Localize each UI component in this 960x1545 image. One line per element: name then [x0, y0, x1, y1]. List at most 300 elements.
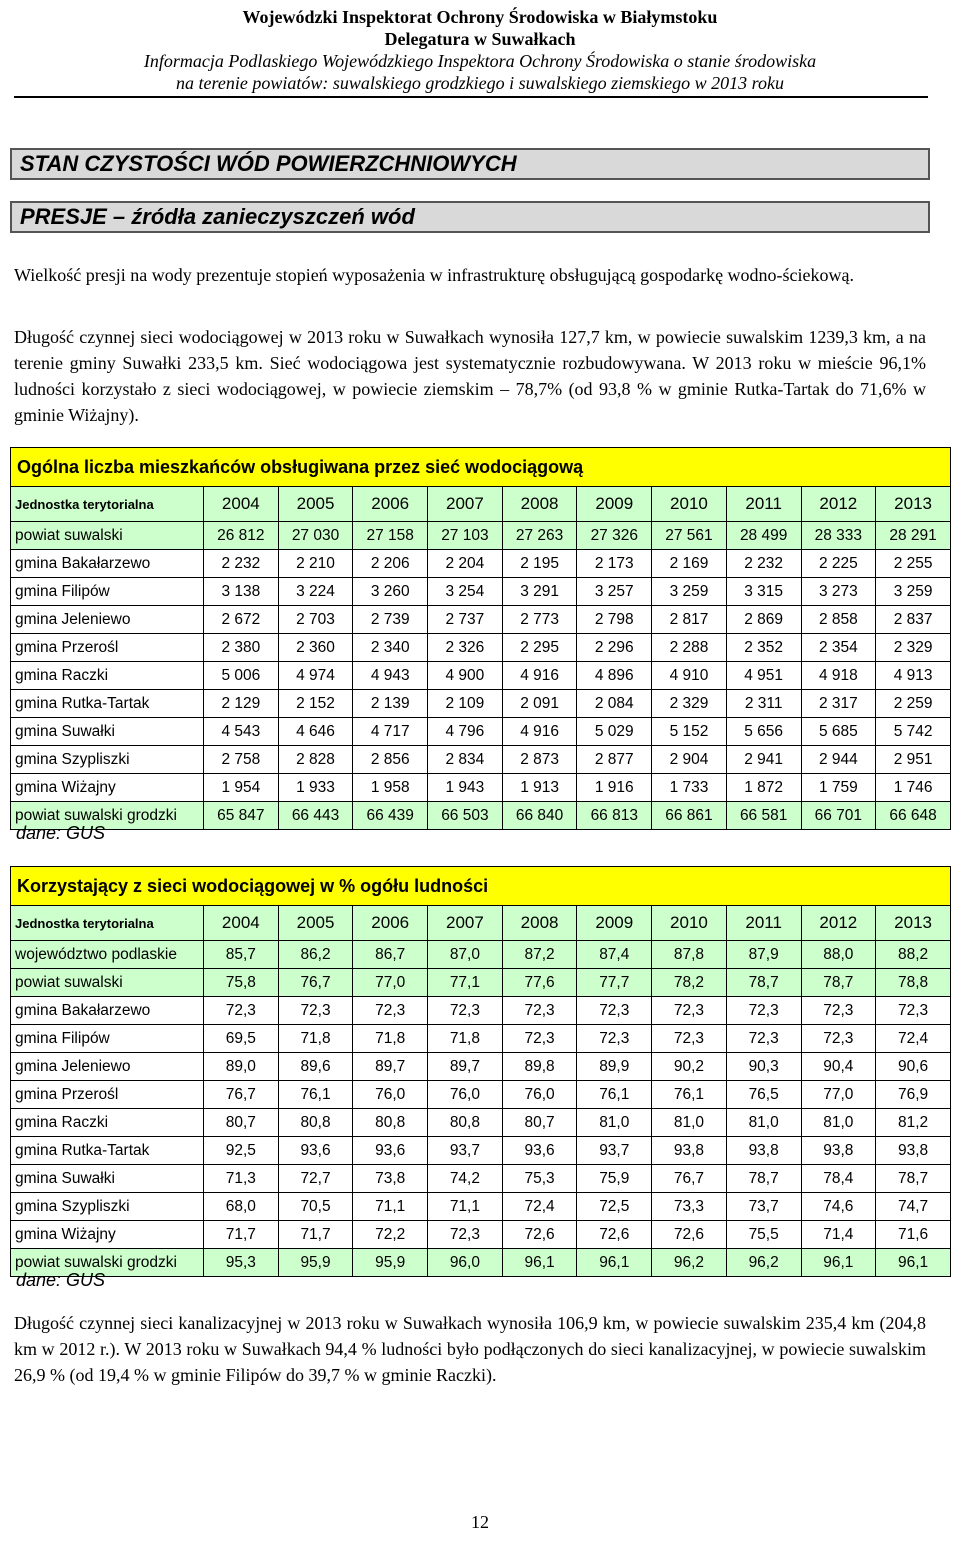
header-divider — [14, 96, 928, 98]
table2-year: 2011 — [726, 906, 801, 941]
table-cell: 71,6 — [876, 1221, 951, 1249]
table-cell: 66 439 — [353, 802, 428, 830]
table-cell: 72,6 — [502, 1221, 577, 1249]
table-cell: 73,3 — [652, 1193, 727, 1221]
table-cell: 27 103 — [428, 522, 503, 550]
table-cell: 66 503 — [428, 802, 503, 830]
row-label: gmina Jeleniewo — [11, 606, 204, 634]
row-label: gmina Wiżajny — [11, 774, 204, 802]
table-cell: 3 254 — [428, 578, 503, 606]
row-label: gmina Bakałarzewo — [11, 550, 204, 578]
table-cell: 2 152 — [278, 690, 353, 718]
intro-text: Wielkość presji na wody prezentuje stopień wyposażenia w infrastrukturę obsługującą gospodarkę wodno-ściekową. — [14, 265, 855, 285]
table-cell: 76,7 — [204, 1081, 279, 1109]
table-population-served — [10, 447, 951, 830]
row-label: powiat suwalski — [11, 522, 204, 550]
table-cell: 76,0 — [428, 1081, 503, 1109]
table-cell: 76,7 — [278, 969, 353, 997]
table-cell: 80,8 — [353, 1109, 428, 1137]
table-cell: 78,8 — [876, 969, 951, 997]
table-cell: 3 315 — [726, 578, 801, 606]
table-cell: 93,8 — [726, 1137, 801, 1165]
table2-year: 2009 — [577, 906, 652, 941]
table-cell: 93,6 — [278, 1137, 353, 1165]
table-cell: 75,8 — [204, 969, 279, 997]
row-label: gmina Szypliszki — [11, 1193, 204, 1221]
table-cell: 1 913 — [502, 774, 577, 802]
sewer-paragraph — [14, 1310, 926, 1388]
table-row — [11, 578, 951, 606]
table-cell: 76,1 — [652, 1081, 727, 1109]
row-label: gmina Przerośl — [11, 634, 204, 662]
table-row — [11, 802, 951, 830]
row-label: gmina Filipów — [11, 1025, 204, 1053]
table-cell: 71,7 — [204, 1221, 279, 1249]
table-cell: 4 916 — [502, 718, 577, 746]
table-cell: 5 006 — [204, 662, 279, 690]
table-cell: 3 259 — [652, 578, 727, 606]
table-cell: 76,9 — [876, 1081, 951, 1109]
table-row — [11, 1081, 951, 1109]
table-cell: 66 648 — [876, 802, 951, 830]
row-label: gmina Raczki — [11, 662, 204, 690]
table-cell: 4 974 — [278, 662, 353, 690]
table-cell: 72,3 — [502, 1025, 577, 1053]
table-cell: 3 291 — [502, 578, 577, 606]
table-row — [11, 1165, 951, 1193]
table-cell: 87,8 — [652, 941, 727, 969]
table-cell: 2 773 — [502, 606, 577, 634]
row-label: województwo podlaskie — [11, 941, 204, 969]
water-network-paragraph — [14, 324, 926, 428]
table-cell: 90,4 — [801, 1053, 876, 1081]
table1-year: 2007 — [428, 487, 503, 522]
table-cell: 87,2 — [502, 941, 577, 969]
table-cell: 96,1 — [876, 1249, 951, 1277]
table-cell: 72,4 — [876, 1025, 951, 1053]
table-row — [11, 522, 951, 550]
table-cell: 77,0 — [801, 1081, 876, 1109]
table-cell: 76,0 — [353, 1081, 428, 1109]
table-cell: 1 958 — [353, 774, 428, 802]
table-cell: 90,3 — [726, 1053, 801, 1081]
sewer-text: Długość czynnej sieci kanalizacyjnej w 2013 roku w Suwałkach wynosiła 106,9 km, w powiecie suwalskim 235,4 km (204,8 km w 2012 r.). W 2013 roku w Suwałkach 94,4 % ludności było podłączonych do sieci kanalizacyjnej, w powiecie suwalskim 26,9 % (od 19,4 % w gminie Filipów do 39,7 % w gminie Raczki). — [14, 1313, 926, 1385]
table-row — [11, 746, 951, 774]
table-cell: 93,8 — [801, 1137, 876, 1165]
table-cell: 2 169 — [652, 550, 727, 578]
table-cell: 93,6 — [502, 1137, 577, 1165]
table-cell: 1 872 — [726, 774, 801, 802]
table-cell: 1 943 — [428, 774, 503, 802]
table-cell: 2 877 — [577, 746, 652, 774]
table-row — [11, 606, 951, 634]
table-cell: 72,5 — [577, 1193, 652, 1221]
table-row — [11, 662, 951, 690]
table-cell: 4 943 — [353, 662, 428, 690]
table-cell: 78,2 — [652, 969, 727, 997]
table-cell: 72,3 — [204, 997, 279, 1025]
table-cell: 78,7 — [726, 1165, 801, 1193]
table-cell: 76,0 — [502, 1081, 577, 1109]
table1-year: 2013 — [876, 487, 951, 522]
water-network-text: Długość czynnej sieci wodociągowej w 2013 roku w Suwałkach wynosiła 127,7 km, w powiecie suwalskim 1239,3 km, a na terenie gminy Suwałki 233,5 km. Sieć wodociągowa jest systematycznie rozbudowywana. W 2013 roku w mieście 96,1% ludności korzystało z sieci wodociągowej, w powiecie ziemskim – 78,7% (od 93,8 % w gminie Rutka-Tartak do 71,6% w gminie Wiżajny). — [14, 327, 926, 425]
table-cell: 2 856 — [353, 746, 428, 774]
table-cell: 66 861 — [652, 802, 727, 830]
table-cell: 72,3 — [876, 997, 951, 1025]
table1-year: 2004 — [204, 487, 279, 522]
table-cell: 1 933 — [278, 774, 353, 802]
row-label: gmina Filipów — [11, 578, 204, 606]
table-cell: 86,2 — [278, 941, 353, 969]
table-cell: 76,5 — [726, 1081, 801, 1109]
table2-year: 2006 — [353, 906, 428, 941]
table2-year: 2010 — [652, 906, 727, 941]
table-cell: 2 329 — [652, 690, 727, 718]
header-line-3: Informacja Podlaskiego Wojewódzkiego Inspektora Ochrony Środowiska o stanie środowiska — [143, 51, 817, 71]
table-cell: 2 259 — [876, 690, 951, 718]
table-cell: 2 873 — [502, 746, 577, 774]
page-number: 12 — [471, 1512, 489, 1532]
row-label: powiat suwalski — [11, 969, 204, 997]
table-cell: 73,8 — [353, 1165, 428, 1193]
table1-year: 2006 — [353, 487, 428, 522]
table-cell: 2 904 — [652, 746, 727, 774]
table-row — [11, 718, 951, 746]
table-cell: 87,4 — [577, 941, 652, 969]
table-cell: 66 443 — [278, 802, 353, 830]
table-cell: 81,0 — [801, 1109, 876, 1137]
table-cell: 73,7 — [726, 1193, 801, 1221]
table-cell: 2 834 — [428, 746, 503, 774]
table-cell: 71,8 — [278, 1025, 353, 1053]
table-cell: 86,7 — [353, 941, 428, 969]
table-percent-population — [10, 866, 951, 1277]
table-cell: 26 812 — [204, 522, 279, 550]
table-cell: 4 918 — [801, 662, 876, 690]
table-cell: 71,1 — [353, 1193, 428, 1221]
table-cell: 74,6 — [801, 1193, 876, 1221]
table-cell: 4 646 — [278, 718, 353, 746]
table-cell: 72,7 — [278, 1165, 353, 1193]
table-cell: 96,1 — [502, 1249, 577, 1277]
table-cell: 28 499 — [726, 522, 801, 550]
row-label: gmina Raczki — [11, 1109, 204, 1137]
table-cell: 27 326 — [577, 522, 652, 550]
table-cell: 81,0 — [577, 1109, 652, 1137]
table-cell: 87,0 — [428, 941, 503, 969]
table-cell: 2 109 — [428, 690, 503, 718]
table-cell: 66 813 — [577, 802, 652, 830]
table-cell: 2 944 — [801, 746, 876, 774]
table-cell: 2 326 — [428, 634, 503, 662]
table-cell: 2 225 — [801, 550, 876, 578]
table-cell: 2 828 — [278, 746, 353, 774]
table-row — [11, 941, 951, 969]
table-cell: 2 352 — [726, 634, 801, 662]
table-row — [11, 1137, 951, 1165]
table-cell: 3 257 — [577, 578, 652, 606]
table-cell: 96,0 — [428, 1249, 503, 1277]
table-cell: 88,0 — [801, 941, 876, 969]
row-label: powiat suwalski grodzki — [11, 802, 204, 830]
table-cell: 72,3 — [652, 1025, 727, 1053]
table-row — [11, 774, 951, 802]
table-cell: 89,7 — [353, 1053, 428, 1081]
table2-year: 2008 — [502, 906, 577, 941]
row-label: gmina Rutka-Tartak — [11, 1137, 204, 1165]
table-cell: 72,6 — [577, 1221, 652, 1249]
table-cell: 4 916 — [502, 662, 577, 690]
row-label: gmina Suwałki — [11, 1165, 204, 1193]
table-cell: 87,9 — [726, 941, 801, 969]
table-row — [11, 1025, 951, 1053]
table-cell: 75,9 — [577, 1165, 652, 1193]
table-cell: 2 084 — [577, 690, 652, 718]
row-label: gmina Szypliszki — [11, 746, 204, 774]
table-cell: 89,7 — [428, 1053, 503, 1081]
table-cell: 95,9 — [278, 1249, 353, 1277]
table-cell: 74,7 — [876, 1193, 951, 1221]
table-cell: 2 329 — [876, 634, 951, 662]
table-cell: 4 900 — [428, 662, 503, 690]
table-cell: 71,7 — [278, 1221, 353, 1249]
table-cell: 2 129 — [204, 690, 279, 718]
table-cell: 2 091 — [502, 690, 577, 718]
table-cell: 2 232 — [204, 550, 279, 578]
table-cell: 5 152 — [652, 718, 727, 746]
page-header — [0, 0, 960, 94]
table-cell: 68,0 — [204, 1193, 279, 1221]
table-cell: 2 317 — [801, 690, 876, 718]
table-cell: 2 869 — [726, 606, 801, 634]
section-heading-2: PRESJE – źródła zanieczyszczeń wód — [10, 201, 930, 233]
table-cell: 77,7 — [577, 969, 652, 997]
table-cell: 72,3 — [428, 997, 503, 1025]
table-cell: 69,5 — [204, 1025, 279, 1053]
table-cell: 1 954 — [204, 774, 279, 802]
table-cell: 2 951 — [876, 746, 951, 774]
table-cell: 72,3 — [801, 997, 876, 1025]
table-cell: 2 210 — [278, 550, 353, 578]
table1-source: dane: GUS — [16, 823, 106, 843]
table-cell: 3 273 — [801, 578, 876, 606]
table-cell: 72,2 — [353, 1221, 428, 1249]
table-cell: 2 817 — [652, 606, 727, 634]
table-cell: 2 173 — [577, 550, 652, 578]
table-cell: 2 295 — [502, 634, 577, 662]
table-cell: 72,3 — [652, 997, 727, 1025]
section-heading-1: STAN CZYSTOŚCI WÓD POWIERZCHNIOWYCH — [10, 148, 930, 180]
table1-year: 2008 — [502, 487, 577, 522]
table-cell: 76,7 — [652, 1165, 727, 1193]
table-row — [11, 997, 951, 1025]
table-cell: 72,3 — [353, 997, 428, 1025]
table-cell: 81,0 — [726, 1109, 801, 1137]
table-row — [11, 1249, 951, 1277]
table-cell: 2 672 — [204, 606, 279, 634]
table-cell: 72,6 — [652, 1221, 727, 1249]
table-cell: 71,1 — [428, 1193, 503, 1221]
table-row — [11, 690, 951, 718]
table-cell: 71,8 — [353, 1025, 428, 1053]
table-cell: 3 260 — [353, 578, 428, 606]
table-cell: 27 030 — [278, 522, 353, 550]
table-cell: 4 913 — [876, 662, 951, 690]
table-cell: 95,3 — [204, 1249, 279, 1277]
table-cell: 76,1 — [577, 1081, 652, 1109]
table-row — [11, 1193, 951, 1221]
table-row — [11, 1221, 951, 1249]
table-cell: 2 288 — [652, 634, 727, 662]
row-label: gmina Suwałki — [11, 718, 204, 746]
table-cell: 71,4 — [801, 1221, 876, 1249]
table2-title: Korzystający z sieci wodociągowej w % ogółu ludności — [11, 867, 951, 906]
table-cell: 72,3 — [726, 997, 801, 1025]
table2-col-unit: Jednostka terytorialna — [11, 906, 204, 941]
table-cell: 28 291 — [876, 522, 951, 550]
table-cell: 72,3 — [502, 997, 577, 1025]
table-cell: 1 916 — [577, 774, 652, 802]
header-line-1: Wojewódzki Inspektorat Ochrony Środowiska w Białymstoku — [242, 7, 718, 27]
table-cell: 66 840 — [502, 802, 577, 830]
row-label: gmina Bakałarzewo — [11, 997, 204, 1025]
table-cell: 95,9 — [353, 1249, 428, 1277]
table-cell: 96,2 — [726, 1249, 801, 1277]
table-cell: 2 204 — [428, 550, 503, 578]
table-cell: 66 581 — [726, 802, 801, 830]
table-cell: 75,3 — [502, 1165, 577, 1193]
table-cell: 4 543 — [204, 718, 279, 746]
table-cell: 1 759 — [801, 774, 876, 802]
table-cell: 92,5 — [204, 1137, 279, 1165]
table-cell: 74,2 — [428, 1165, 503, 1193]
table2-header-row — [11, 906, 951, 941]
table-cell: 85,7 — [204, 941, 279, 969]
table-cell: 2 703 — [278, 606, 353, 634]
header-line-2: Delegatura w Suwałkach — [384, 29, 576, 49]
table-cell: 2 360 — [278, 634, 353, 662]
table-cell: 80,8 — [428, 1109, 503, 1137]
table-cell: 78,7 — [876, 1165, 951, 1193]
table-cell: 2 206 — [353, 550, 428, 578]
table-row — [11, 550, 951, 578]
table-row — [11, 634, 951, 662]
table-cell: 89,8 — [502, 1053, 577, 1081]
table-cell: 77,6 — [502, 969, 577, 997]
table-cell: 3 138 — [204, 578, 279, 606]
table-cell: 78,4 — [801, 1165, 876, 1193]
table-cell: 80,7 — [204, 1109, 279, 1137]
row-label: gmina Jeleniewo — [11, 1053, 204, 1081]
intro-paragraph — [14, 262, 926, 288]
table-cell: 3 224 — [278, 578, 353, 606]
table-cell: 93,7 — [577, 1137, 652, 1165]
table-cell: 78,7 — [801, 969, 876, 997]
table2-year: 2007 — [428, 906, 503, 941]
table-cell: 72,3 — [278, 997, 353, 1025]
table-cell: 1 733 — [652, 774, 727, 802]
table-cell: 5 656 — [726, 718, 801, 746]
row-label: powiat suwalski grodzki — [11, 1249, 204, 1277]
table-cell: 81,2 — [876, 1109, 951, 1137]
table1-col-unit: Jednostka terytorialna — [11, 487, 204, 522]
table-row — [11, 969, 951, 997]
table1-year: 2012 — [801, 487, 876, 522]
table-cell: 2 941 — [726, 746, 801, 774]
header-line-4: na terenie powiatów: suwalskiego grodzkiego i suwalskiego ziemskiego w 2013 roku — [176, 73, 784, 93]
table-cell: 88,2 — [876, 941, 951, 969]
table-cell: 93,6 — [353, 1137, 428, 1165]
table-cell: 2 739 — [353, 606, 428, 634]
table-cell: 96,1 — [801, 1249, 876, 1277]
table-cell: 2 737 — [428, 606, 503, 634]
table-cell: 2 354 — [801, 634, 876, 662]
table-cell: 4 717 — [353, 718, 428, 746]
table-cell: 93,8 — [876, 1137, 951, 1165]
table-cell: 66 701 — [801, 802, 876, 830]
row-label: gmina Przerośl — [11, 1081, 204, 1109]
table-cell: 70,5 — [278, 1193, 353, 1221]
table-cell: 2 195 — [502, 550, 577, 578]
table-cell: 71,3 — [204, 1165, 279, 1193]
table-cell: 2 758 — [204, 746, 279, 774]
table-cell: 4 896 — [577, 662, 652, 690]
table-cell: 75,5 — [726, 1221, 801, 1249]
table-cell: 71,8 — [428, 1025, 503, 1053]
table2-year: 2004 — [204, 906, 279, 941]
table-cell: 77,1 — [428, 969, 503, 997]
table-cell: 90,6 — [876, 1053, 951, 1081]
table-cell: 2 139 — [353, 690, 428, 718]
table-cell: 77,0 — [353, 969, 428, 997]
table1-header-row — [11, 487, 951, 522]
table-cell: 89,9 — [577, 1053, 652, 1081]
table-cell: 5 742 — [876, 718, 951, 746]
table-cell: 3 259 — [876, 578, 951, 606]
table-cell: 2 296 — [577, 634, 652, 662]
table-cell: 1 746 — [876, 774, 951, 802]
table-cell: 27 263 — [502, 522, 577, 550]
table-cell: 5 029 — [577, 718, 652, 746]
table-cell: 5 685 — [801, 718, 876, 746]
table-cell: 93,7 — [428, 1137, 503, 1165]
table-cell: 27 158 — [353, 522, 428, 550]
table-row — [11, 1053, 951, 1081]
table-cell: 72,3 — [801, 1025, 876, 1053]
table2-year: 2005 — [278, 906, 353, 941]
table-cell: 72,3 — [428, 1221, 503, 1249]
table-cell: 89,6 — [278, 1053, 353, 1081]
table-cell: 72,3 — [577, 1025, 652, 1053]
table-cell: 2 232 — [726, 550, 801, 578]
row-label: gmina Wiżajny — [11, 1221, 204, 1249]
table-cell: 96,2 — [652, 1249, 727, 1277]
table-cell: 2 340 — [353, 634, 428, 662]
table2-source: dane: GUS — [16, 1270, 106, 1290]
table-cell: 4 951 — [726, 662, 801, 690]
table-cell: 65 847 — [204, 802, 279, 830]
table-cell: 72,3 — [726, 1025, 801, 1053]
table2-year: 2012 — [801, 906, 876, 941]
table-cell: 93,8 — [652, 1137, 727, 1165]
table-cell: 28 333 — [801, 522, 876, 550]
table-cell: 2 858 — [801, 606, 876, 634]
table-cell: 81,0 — [652, 1109, 727, 1137]
table-cell: 89,0 — [204, 1053, 279, 1081]
table1-title: Ogólna liczba mieszkańców obsługiwana przez sieć wodociągową — [11, 448, 951, 487]
table-row — [11, 1109, 951, 1137]
table-cell: 90,2 — [652, 1053, 727, 1081]
